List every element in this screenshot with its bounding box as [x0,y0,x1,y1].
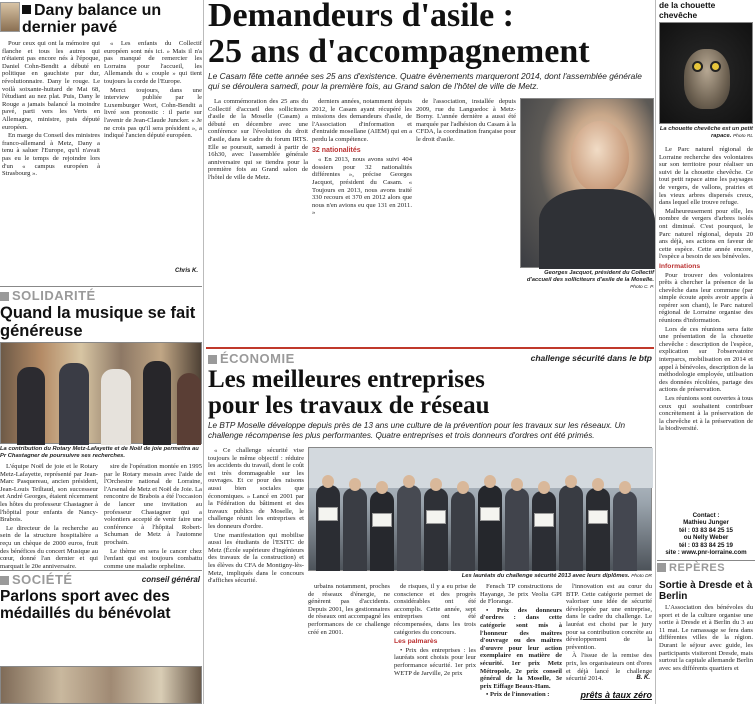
diploma [534,513,554,527]
section-kicker: SOLIDARITÉ [0,288,96,303]
diploma [588,510,608,524]
owl-body [684,49,730,109]
laureate-head [592,478,604,491]
section-kicker: SOCIÉTÉ [0,572,73,587]
owl-caption: La chouette chevêche est un petit rapace. Photo RL [659,126,753,139]
author-photo [0,2,20,32]
section-rule [0,570,202,571]
owl-eye [710,61,721,72]
laureate-silhouette [424,488,448,571]
reperes-headline: Sortie à Dresde et à Berlin [659,580,753,602]
laureate-silhouette [451,491,475,571]
laureate-silhouette [478,485,502,571]
article-body-col1: Pour ceux qui ont la mémoire qui flanche et tous les autres qui n'étaient pas encore nés à l'époque, Daniel Cohn-Bendit a débuté en politique en gauchiste pur dur, révolutionnaire. Dany le rouge. Le voilà soixante-huitard de Mai 68, l'étudiant au nez plat. Puis, Dany le Rouge a jamais balancé la moindre pavé, parti vers les Verts en Allemagne, ministre, puis député européen. En marge du Conseil des ministres franco-allemand à Metz, Dany a tenu à saluer l'Europe, qu'il n'avait pas eu le temps de rejoindre lors d'un « campus européen à Strasbourg ». [2,40,100,178]
contact-box: Contact : Mathieu Junger tél : 03 83 84 25 15 ou Nelly Weber tél : 03 83 84 25 19 site : www.pnr-lorraine.com [665,512,747,557]
main-headline: Demandeurs d'asile : 25 ans d'accompagnement [208,0,590,70]
laureate-silhouette [397,485,421,571]
main-standfirst: Le Casam fête cette année ses 25 ans d'existence. Quatre évènements marqueront 2014, dont l'assemblée générale qui se déroulera samedi, pour la première fois, au Grand salon de l'hôtel de ville de Metz. [208,71,642,91]
left-top-article [0,0,202,282]
laureate-silhouette [316,485,340,571]
laureate-silhouette [559,485,583,571]
section-rule [657,560,755,561]
person-silhouette [177,373,201,445]
portrait-head [571,121,629,193]
economie-article [206,347,654,704]
solidarite-body-col1: L'équipe Noël de joie et le Rotary Metz-Lafayette, représenté par Jean-Marc Pasquereau, ancien président, Jean-Louis Teiltaud, son successeur et André Georges, étaient récemment les hôtes du professeur Chastagner à l'hôpital pour enfants de Nancy-Brabois. Le directeur de la recherche au sein de la structure hospitalière a reçu un chèque de 2000 euros, fruit des bénéfices du concert Musique au cœur, donné l'an dernier et qui marquait le 20e anniversaire. [0,463,98,570]
right-body: Le Parc naturel régional de Lorraine recherche des volontaires sur son territoire pour réaliser un suivi de la chouette chevêche. Ce tout petit rapace aime les paysages de vergers, de vallons, prairies et les vieux arbres dispersés creux, dans lequel elle trouve refuge. Malheureusement pour elle, les nombre de vergers d'arbres isolés ont diminué. C'est pourquoi, le Parc naturel régional, depuis 20 ans déjà, ses actions en faveur de cette espèce. Cette année encore, l'espèce a besoin de ses bénévoles. Informations Pour trouver des volontaires prêts à chercher la présence de la chevêche dans leur commune (par simple écoute après avoir appris à repérer son chant), le Parc naturel régional de Lorraine organise des réunions d'information. Lors de ces réunions sera faite une présentation de la chouette chevêche : description de l'espèce, explication sur l'observatoire interparcs, mobilisation en 2014 et appel à bénévoles, description de la méthodologie employée, utilisation des données récoltées, partage des actions de préservation. Les réunions sont ouvertes à tous ceux qui souhaitent contribuer concrètement à la préservation de la chevêche et à la préservation de la biodiversité. [659,146,753,433]
solidarite-headline: Quand la musique se fait généreuse [0,304,196,340]
laureate-head [349,478,361,491]
right-column-article [657,0,755,704]
main-article [206,0,654,345]
laureate-head [457,481,469,494]
owl-photo [659,22,753,124]
economie-body-col3: de risques, il y a eu prise de conscience et des progrès considérables ont été accomplis. Cette année, sept entreprises ont été récompensées, dans les trois catégories du concours. Les palmarès • Prix des entreprises : les lauréats sont choisis pour leur performance sécurité. 1er prix WETP de Jarville, 2e prix [394,583,476,677]
economie-body-col1: « Ce challenge sécurité vise toujours le même objectif : réduire les accidents du travail, dont le coût est très dommageable sur les ouvrages. Et ce pour des raisons aussi bien sociales que économiques. » Lancé en 2001 par la Fédération du bâtiment et des travaux publics de Moselle, le challenge réunit les entreprises et les donneurs d'ordre. Une manifestation qui mobilise aussi les étudiants de l'ESITC de Metz (École supérieure d'ingénieurs des travaux de la construction) et les élèves du CFA de Montigny-lès-Metz, impliqués dans le concours d'affiches sécurité. [208,447,304,585]
laureate-head [403,475,415,488]
diploma [318,507,338,521]
diploma [426,510,446,524]
diploma [480,507,500,521]
laureate-silhouette [532,491,556,571]
section-kicker: ÉCONOMIE [208,351,295,366]
laureate-silhouette [586,488,610,571]
person-silhouette [17,367,45,445]
column-divider [203,0,204,704]
laureate-head [430,478,442,491]
section-tag: challenge sécurité dans le btp [530,353,652,363]
person-silhouette [59,363,89,445]
laureates-row [312,479,648,571]
section-subhead: Les palmarès [394,638,438,646]
societe-article [0,568,202,704]
economie-body-col4: Fensch TP constructions de Hayange, 3e prix Veolia GPI de Florange. • Prix des donneurs d'ordres : dans cette catégorie sont mis à l'honneur des maîtres d'ouvrage ou des maîtres d'œuvre pour leur action exemplaire en matière de sécurité. 1er prix Metz Métropole, 2e prix conseil général de la Moselle, 3e prix Eiffage Beaux-Ham. • Prix de l'innovation : [480,583,562,699]
reperes-body: L'Association des bénévoles du sport et de la culture organise une sortie à Dresde et à Berlin du 3 au 11 mai. Le ramassage se fera dans différentes villes de la région. Durant le séjour avec guide, les participants visiteront Dresde, mais surtout la capitale allemande Berlin avec ses différents quartiers et [659,604,753,672]
article-body-col2: « Les enfants du Collectif européen sont nés ici. » Mais il n'a pas manqué de remercier les Lorrains pour l'accueil, les Allemands du « couple » qui tient toujours la corde de l'Europe. Merci toujours, dans une interview publiée par le Luxemburger Wort, Cohn-Bendit a livré son pronostic : il parie sur l'avenir de Jean-Claude Juncker. « Je ne crois pas qu'il sera président », a indiqué l'ancien député européen. [104,40,202,140]
column-divider [655,0,656,704]
laureate-head [376,481,388,494]
laureates-caption: Les lauréats du challenge sécurité 2013 avec leurs diplômes. Photo DR [461,573,652,579]
article-headline: Dany balance un dernier pavé [22,2,162,36]
main-body-col3: de l'association, installée depuis 2009, rue du Languedoc à Metz-Borny. L'année dernière a aussi été marquée par l'adhésion du Casam à la CFDA, la coordination française pour le droit d'asile. [416,98,516,143]
footer-tag: prêts à taux zéro [580,690,652,700]
article-byline: Chris K. [174,268,198,274]
main-body-col2: derniers années, notamment depuis 2012, le Casam ayant récupéré les missions des demandeurs d'asile, de l'Association d'information et d'entraide mosellane (AIEM) qui en a perdu la compétence. 32 nationalités « En 2013, nous avons suivi 404 dossiers pour 32 nationalités différentes », précise Georges Jacquot, président du Casam. « Toujours en 2013, nous avons traité 330 recours et 370 en 2012 alors que nous n'en avions eu que 131 en 2011. » [312,98,412,217]
laureate-head [565,475,577,488]
laureate-silhouette [613,491,637,571]
portrait-body [539,189,655,269]
economie-body-col2: urbains notamment, proches de réseaux d'énergie, ne génèrent pas d'accidents. Depuis 2001, les gestionnaires de réseaux ont accompagné les performances de ce challenge créé en 2001. [308,583,390,636]
person-silhouette [101,369,131,445]
main-body-col1: La commémoration des 25 ans du Collectif d'accueil des solliciteurs d'asile de la Moselle (Casam) a débuté en décembre avec une conférence sur l'évolution du droit d'asile, dans le cadre du forum IRTS. Elle se poursuit, samedi à partir de 16h30, avec l'assemblée générale anniversaire qui se tiendra pour la première fois au Grand salon de l'hôtel de ville de Metz. [208,98,308,181]
laureate-head [619,481,631,494]
section-tag: conseil général [141,575,200,584]
group-photo [0,342,202,444]
section-subhead: 32 nationalités [312,146,361,154]
owl-eye [692,61,703,72]
societe-headline: Parlons sport avec des médaillés du bénévolat [0,588,171,622]
portrait-photo [520,98,654,268]
solidarite-article [0,284,202,570]
laureate-silhouette [505,488,529,571]
headline-marker [22,5,31,14]
group-photo-caption: La contribution du Rotary Metz-Lafayette et de Noël de joie permettra au Pr Chastagner de poursuivre ses recherches. [0,446,199,459]
economie-body-col5: l'innovation est au cœur du BTP. Cette catégorie permet de valoriser une idée de sécurité développée par une entreprise, dans le cadre du challenge. Le lauréat est choisi par le jury pour sa contribution concrète au développement de la prévention. À l'issue de la remise des prix, les organisateurs ont d'ores et déjà lancé le challenge sécurité 2014. [566,583,652,683]
section-rule [206,347,654,349]
diploma [372,513,392,527]
laureate-silhouette [343,488,367,571]
laureate-head [511,478,523,491]
portrait-caption: Georges Jacquot, président du Collectif d'accueil des solliciteurs d'asile de la Moselle. Photo C. P. [526,270,654,290]
laureate-silhouette [370,491,394,571]
laureate-head [484,475,496,488]
right-headline: de la chouette chevêche [659,0,716,20]
laureate-head [322,475,334,488]
economie-byline: B. K. [636,675,650,681]
economie-headline: Les meilleures entreprises pour les travaux de réseau [208,366,490,419]
section-kicker: REPÈRES [657,562,725,574]
laureate-head [538,481,550,494]
person-silhouette [143,361,171,445]
economie-standfirst: Le BTP Moselle développe depuis près de 13 ans une culture de la prévention pour les travaux sur les réseaux. Un challenge récompense les plus performantes. Quatre entreprises et trois donneurs d'ordres ont été primés. [208,421,626,440]
section-rule [0,286,202,287]
section-subhead: Informations [659,262,701,270]
societe-photo [0,666,202,704]
solidarite-body-col2: sire de l'opération montée en 1995 par le Rotary messin avec l'aide de l'Orchestre national de Lorraine, l'Arsenal de Metz et Noël de Joie. La rencontre de Brabois a été l'occasion de lancer une invitation au professeur Chastagner qui a volontiers accepté de venir faire une conférence à l'hôpital Robert-Schuman de Metz à l'automne prochain. Le thème en sera le cancer chez l'enfant qui est toujours combattu comme une maladie orpheline. [104,463,202,570]
